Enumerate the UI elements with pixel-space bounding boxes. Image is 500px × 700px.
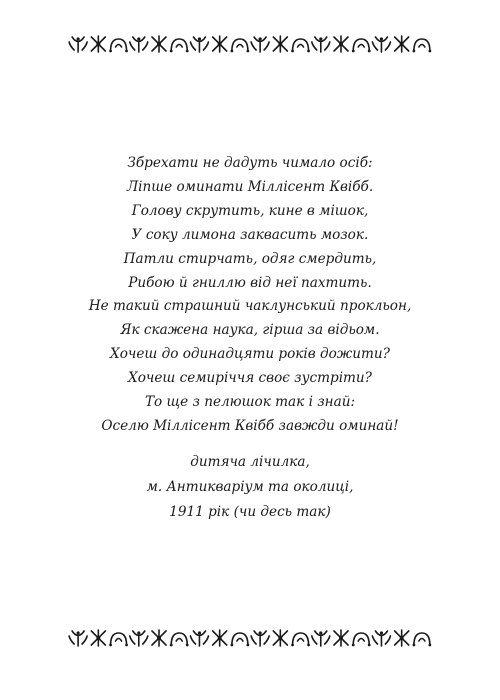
poem-line: То ще з пелюшок так і знай: <box>144 394 356 411</box>
top-ornament-border <box>68 33 432 55</box>
poem-line: Рибою й гниллю від неї пахтить. <box>128 274 372 291</box>
attribution-line: м. Антикваріум та околиці, <box>146 479 354 495</box>
poem-line: Ліпше оминати Міллісент Квібб. <box>126 178 374 195</box>
attribution-line: 1911 рік (чи десь так) <box>169 504 331 520</box>
poem-line: Патли стирчать, одяг смердить, <box>123 250 377 267</box>
bottom-ornament-border <box>68 627 432 649</box>
poem-line: Збрехати не дадуть чимало осіб: <box>127 155 373 171</box>
poem-line: Хочеш до одинадцяти років дожити? <box>110 346 390 363</box>
poem-line: Хочеш семиріччя своє зустріти? <box>128 370 372 387</box>
attribution-line: дитяча лічилка, <box>190 454 310 470</box>
poem-line: У соку лимона заквасить мозок. <box>131 226 369 243</box>
poem-line: Як скажена наука, гірша за відьом. <box>120 322 380 339</box>
floral-border-icon <box>68 627 432 649</box>
poem <box>0 152 500 439</box>
poem-line: Оселю Міллісент Квібб завжди оминай! <box>101 417 399 434</box>
poem-line: Голову скрутить, кине в мішок, <box>131 202 369 219</box>
attribution <box>0 450 500 525</box>
floral-border-icon <box>68 33 432 55</box>
poem-line: Не такий страшний чаклунський прокльон, <box>88 298 412 315</box>
